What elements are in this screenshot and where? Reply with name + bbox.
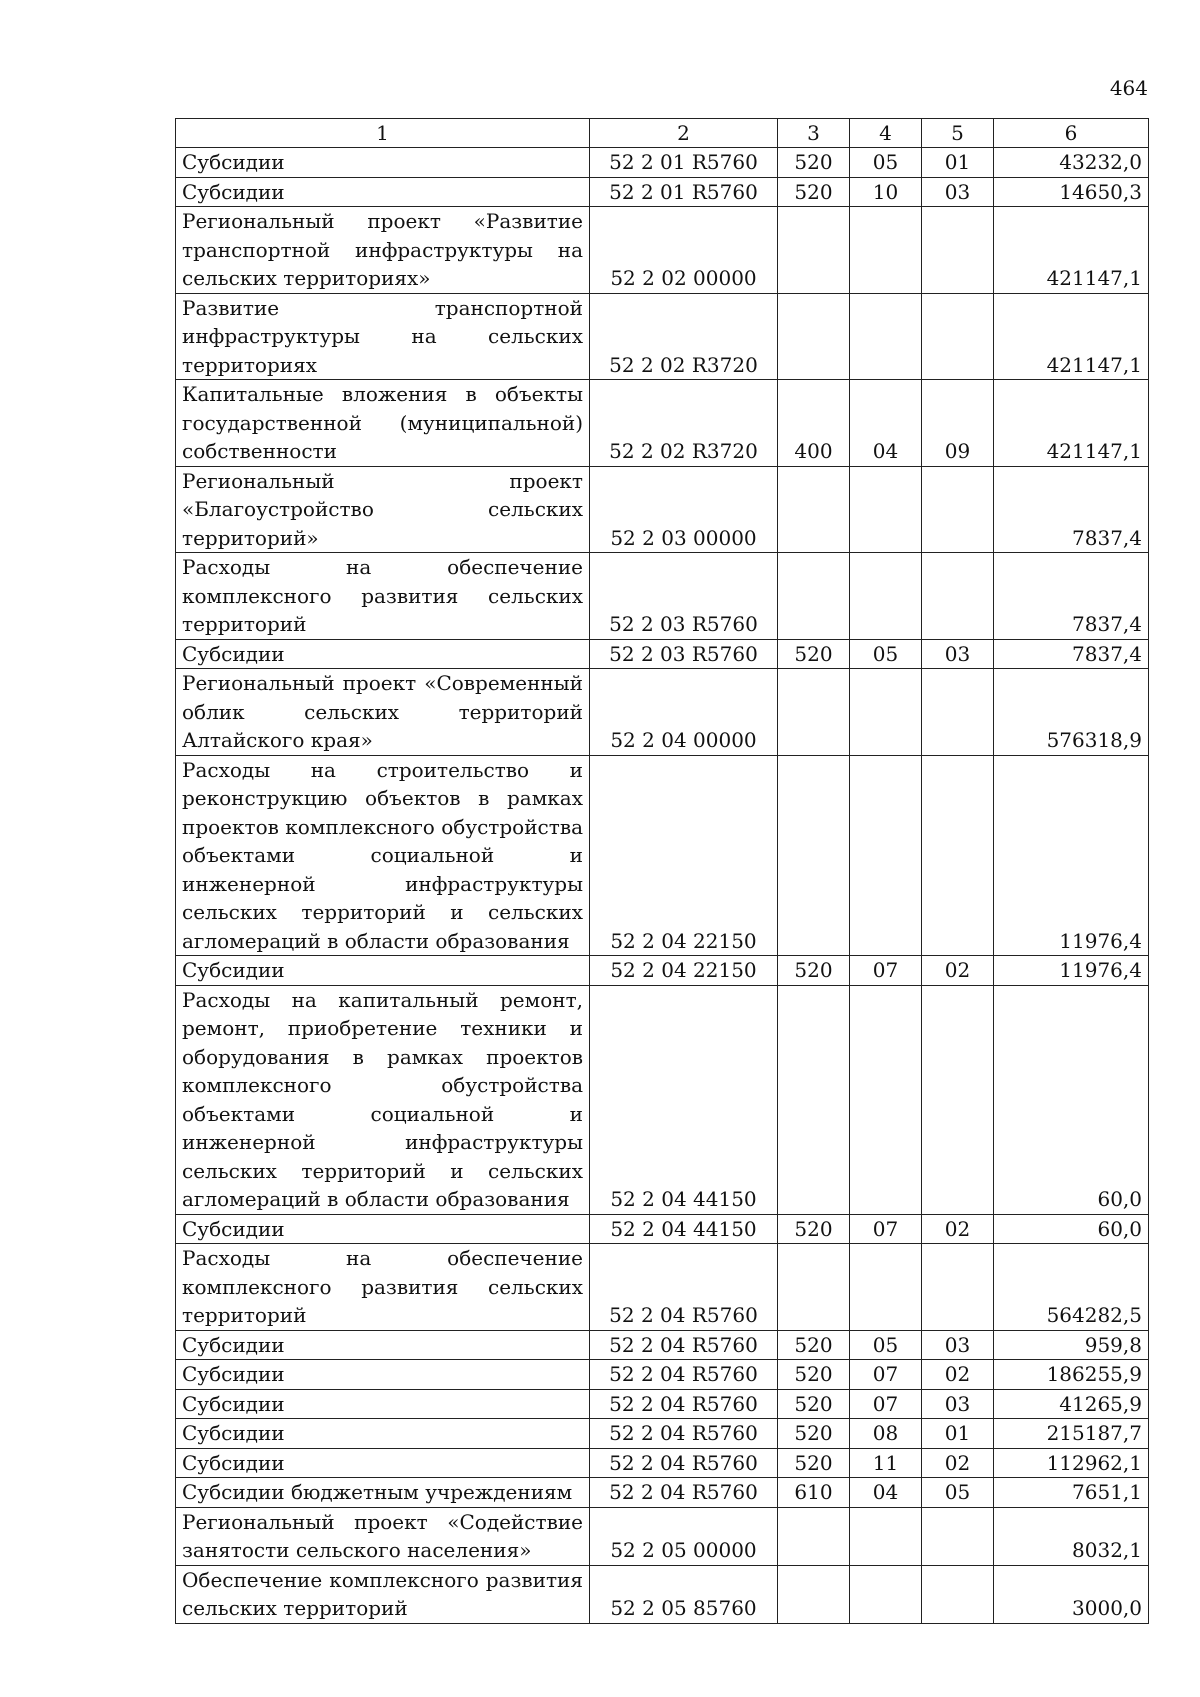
item-name-cell: Субсидии xyxy=(176,1214,590,1244)
amount-cell: 421147,1 xyxy=(994,293,1149,380)
amount-cell: 41265,9 xyxy=(994,1389,1149,1419)
expense-type-cell: 520 xyxy=(778,1419,850,1449)
subsection-cell xyxy=(922,985,994,1214)
table-row xyxy=(176,985,1149,1214)
subsection-cell: 09 xyxy=(922,380,994,467)
section-cell xyxy=(850,1244,922,1331)
header-cell-2: 2 xyxy=(590,119,778,148)
subsection-cell xyxy=(922,1565,994,1623)
item-name-cell: Субсидии xyxy=(176,148,590,178)
amount-cell: 60,0 xyxy=(994,985,1149,1214)
table-row xyxy=(176,293,1149,380)
table-row xyxy=(176,1478,1149,1508)
section-cell: 04 xyxy=(850,380,922,467)
target-code-cell: 52 2 04 R5760 xyxy=(590,1478,778,1508)
amount-cell: 7837,4 xyxy=(994,466,1149,553)
subsection-cell: 03 xyxy=(922,1389,994,1419)
table-body xyxy=(176,148,1149,1624)
item-name-cell: Расходы на капитальный ремонт, ремонт, приобретение техники и оборудования в рамках проектов комплексного обустройства объектами социальной и инженерной инфраструктуры сельских территорий и сельских агломераций в области образования xyxy=(176,985,590,1214)
header-cell-1: 1 xyxy=(176,119,590,148)
header-cell-6: 6 xyxy=(994,119,1149,148)
expense-type-cell: 520 xyxy=(778,177,850,207)
table-row xyxy=(176,177,1149,207)
subsection-cell: 03 xyxy=(922,639,994,669)
amount-cell: 421147,1 xyxy=(994,207,1149,294)
section-cell xyxy=(850,553,922,640)
subsection-cell: 01 xyxy=(922,148,994,178)
table-row xyxy=(176,380,1149,467)
table-row xyxy=(176,1419,1149,1449)
item-name-cell: Субсидии xyxy=(176,1448,590,1478)
item-name-cell: Расходы на обеспечение комплексного развития сельских территорий xyxy=(176,553,590,640)
subsection-cell xyxy=(922,466,994,553)
table-row xyxy=(176,1244,1149,1331)
expense-type-cell xyxy=(778,1565,850,1623)
target-code-cell: 52 2 04 R5760 xyxy=(590,1244,778,1331)
target-code-cell: 52 2 05 00000 xyxy=(590,1507,778,1565)
subsection-cell xyxy=(922,1507,994,1565)
amount-cell: 43232,0 xyxy=(994,148,1149,178)
target-code-cell: 52 2 01 R5760 xyxy=(590,177,778,207)
item-name-cell: Субсидии xyxy=(176,1389,590,1419)
target-code-cell: 52 2 04 44150 xyxy=(590,1214,778,1244)
table-row xyxy=(176,148,1149,178)
target-code-cell: 52 2 04 00000 xyxy=(590,669,778,756)
section-cell: 05 xyxy=(850,148,922,178)
table-row xyxy=(176,1389,1149,1419)
expense-type-cell xyxy=(778,466,850,553)
item-name-cell: Субсидии xyxy=(176,639,590,669)
item-name-cell: Обеспечение комплексного развития сельских территорий xyxy=(176,1565,590,1623)
expense-type-cell xyxy=(778,985,850,1214)
table-row xyxy=(176,207,1149,294)
item-name-cell: Субсидии xyxy=(176,1330,590,1360)
section-cell: 07 xyxy=(850,956,922,986)
target-code-cell: 52 2 04 R5760 xyxy=(590,1360,778,1390)
section-cell xyxy=(850,1507,922,1565)
target-code-cell: 52 2 04 R5760 xyxy=(590,1330,778,1360)
target-code-cell: 52 2 02 00000 xyxy=(590,207,778,294)
target-code-cell: 52 2 03 R5760 xyxy=(590,553,778,640)
item-name-cell: Субсидии xyxy=(176,1419,590,1449)
subsection-cell: 02 xyxy=(922,956,994,986)
section-cell xyxy=(850,1565,922,1623)
amount-cell: 14650,3 xyxy=(994,177,1149,207)
table-row xyxy=(176,1448,1149,1478)
amount-cell: 8032,1 xyxy=(994,1507,1149,1565)
expense-type-cell xyxy=(778,207,850,294)
amount-cell: 3000,0 xyxy=(994,1565,1149,1623)
expense-type-cell xyxy=(778,755,850,956)
table-row xyxy=(176,755,1149,956)
amount-cell: 186255,9 xyxy=(994,1360,1149,1390)
table-header xyxy=(176,119,1149,148)
expense-type-cell xyxy=(778,553,850,640)
expense-type-cell xyxy=(778,293,850,380)
subsection-cell xyxy=(922,1244,994,1331)
target-code-cell: 52 2 01 R5760 xyxy=(590,148,778,178)
subsection-cell: 01 xyxy=(922,1419,994,1449)
amount-cell: 576318,9 xyxy=(994,669,1149,756)
subsection-cell: 03 xyxy=(922,1330,994,1360)
section-cell: 07 xyxy=(850,1389,922,1419)
table-row xyxy=(176,639,1149,669)
item-name-cell: Капитальные вложения в объекты государственной (муниципальной) собственности xyxy=(176,380,590,467)
expense-type-cell: 520 xyxy=(778,1389,850,1419)
subsection-cell: 05 xyxy=(922,1478,994,1508)
section-cell: 11 xyxy=(850,1448,922,1478)
item-name-cell: Субсидии xyxy=(176,956,590,986)
section-cell: 07 xyxy=(850,1360,922,1390)
amount-cell: 11976,4 xyxy=(994,956,1149,986)
header-cell-4: 4 xyxy=(850,119,922,148)
section-cell: 10 xyxy=(850,177,922,207)
target-code-cell: 52 2 04 R5760 xyxy=(590,1389,778,1419)
item-name-cell: Развитие транспортной инфраструктуры на сельских территориях xyxy=(176,293,590,380)
amount-cell: 7837,4 xyxy=(994,553,1149,640)
header-row xyxy=(176,119,1149,148)
section-cell: 05 xyxy=(850,639,922,669)
expense-type-cell: 400 xyxy=(778,380,850,467)
amount-cell: 564282,5 xyxy=(994,1244,1149,1331)
expense-type-cell: 610 xyxy=(778,1478,850,1508)
section-cell xyxy=(850,755,922,956)
table-row xyxy=(176,1565,1149,1623)
expense-type-cell xyxy=(778,669,850,756)
table-row xyxy=(176,1360,1149,1390)
budget-table xyxy=(175,118,1149,1624)
table-row xyxy=(176,1330,1149,1360)
section-cell: 08 xyxy=(850,1419,922,1449)
section-cell xyxy=(850,466,922,553)
section-cell xyxy=(850,669,922,756)
expense-type-cell xyxy=(778,1507,850,1565)
target-code-cell: 52 2 04 22150 xyxy=(590,956,778,986)
subsection-cell: 02 xyxy=(922,1360,994,1390)
target-code-cell: 52 2 02 R3720 xyxy=(590,380,778,467)
expense-type-cell: 520 xyxy=(778,1448,850,1478)
subsection-cell xyxy=(922,669,994,756)
amount-cell: 959,8 xyxy=(994,1330,1149,1360)
expense-type-cell: 520 xyxy=(778,639,850,669)
section-cell: 07 xyxy=(850,1214,922,1244)
amount-cell: 215187,7 xyxy=(994,1419,1149,1449)
item-name-cell: Региональный проект «Развитие транспортной инфраструктуры на сельских территориях» xyxy=(176,207,590,294)
target-code-cell: 52 2 04 44150 xyxy=(590,985,778,1214)
item-name-cell: Региональный проект «Современный облик сельских территорий Алтайского края» xyxy=(176,669,590,756)
section-cell: 05 xyxy=(850,1330,922,1360)
item-name-cell: Региональный проект «Благоустройство сельских территорий» xyxy=(176,466,590,553)
target-code-cell: 52 2 03 00000 xyxy=(590,466,778,553)
header-cell-3: 3 xyxy=(778,119,850,148)
subsection-cell xyxy=(922,553,994,640)
item-name-cell: Субсидии бюджетным учреждениям xyxy=(176,1478,590,1508)
expense-type-cell: 520 xyxy=(778,1214,850,1244)
expense-type-cell xyxy=(778,1244,850,1331)
expense-type-cell: 520 xyxy=(778,1360,850,1390)
section-cell xyxy=(850,207,922,294)
expense-type-cell: 520 xyxy=(778,1330,850,1360)
amount-cell: 11976,4 xyxy=(994,755,1149,956)
target-code-cell: 52 2 04 22150 xyxy=(590,755,778,956)
item-name-cell: Расходы на обеспечение комплексного развития сельских территорий xyxy=(176,1244,590,1331)
header-cell-5: 5 xyxy=(922,119,994,148)
amount-cell: 7837,4 xyxy=(994,639,1149,669)
subsection-cell xyxy=(922,293,994,380)
section-cell xyxy=(850,985,922,1214)
table-row xyxy=(176,956,1149,986)
amount-cell: 60,0 xyxy=(994,1214,1149,1244)
page-number: 464 xyxy=(1109,76,1148,100)
table-row xyxy=(176,669,1149,756)
subsection-cell: 02 xyxy=(922,1214,994,1244)
expense-type-cell: 520 xyxy=(778,956,850,986)
target-code-cell: 52 2 02 R3720 xyxy=(590,293,778,380)
item-name-cell: Региональный проект «Содействие занятости сельского населения» xyxy=(176,1507,590,1565)
target-code-cell: 52 2 05 85760 xyxy=(590,1565,778,1623)
amount-cell: 112962,1 xyxy=(994,1448,1149,1478)
amount-cell: 421147,1 xyxy=(994,380,1149,467)
item-name-cell: Субсидии xyxy=(176,1360,590,1390)
target-code-cell: 52 2 04 R5760 xyxy=(590,1448,778,1478)
section-cell: 04 xyxy=(850,1478,922,1508)
table-row xyxy=(176,553,1149,640)
expense-type-cell: 520 xyxy=(778,148,850,178)
subsection-cell xyxy=(922,207,994,294)
item-name-cell: Субсидии xyxy=(176,177,590,207)
item-name-cell: Расходы на строительство и реконструкцию объектов в рамках проектов комплексного обустройства объектами социальной и инженерной инфраструктуры сельских территорий и сельских агломераций в области образования xyxy=(176,755,590,956)
subsection-cell: 02 xyxy=(922,1448,994,1478)
table-row xyxy=(176,1214,1149,1244)
table-row xyxy=(176,466,1149,553)
target-code-cell: 52 2 04 R5760 xyxy=(590,1419,778,1449)
target-code-cell: 52 2 03 R5760 xyxy=(590,639,778,669)
amount-cell: 7651,1 xyxy=(994,1478,1149,1508)
subsection-cell xyxy=(922,755,994,956)
table-row xyxy=(176,1507,1149,1565)
section-cell xyxy=(850,293,922,380)
subsection-cell: 03 xyxy=(922,177,994,207)
